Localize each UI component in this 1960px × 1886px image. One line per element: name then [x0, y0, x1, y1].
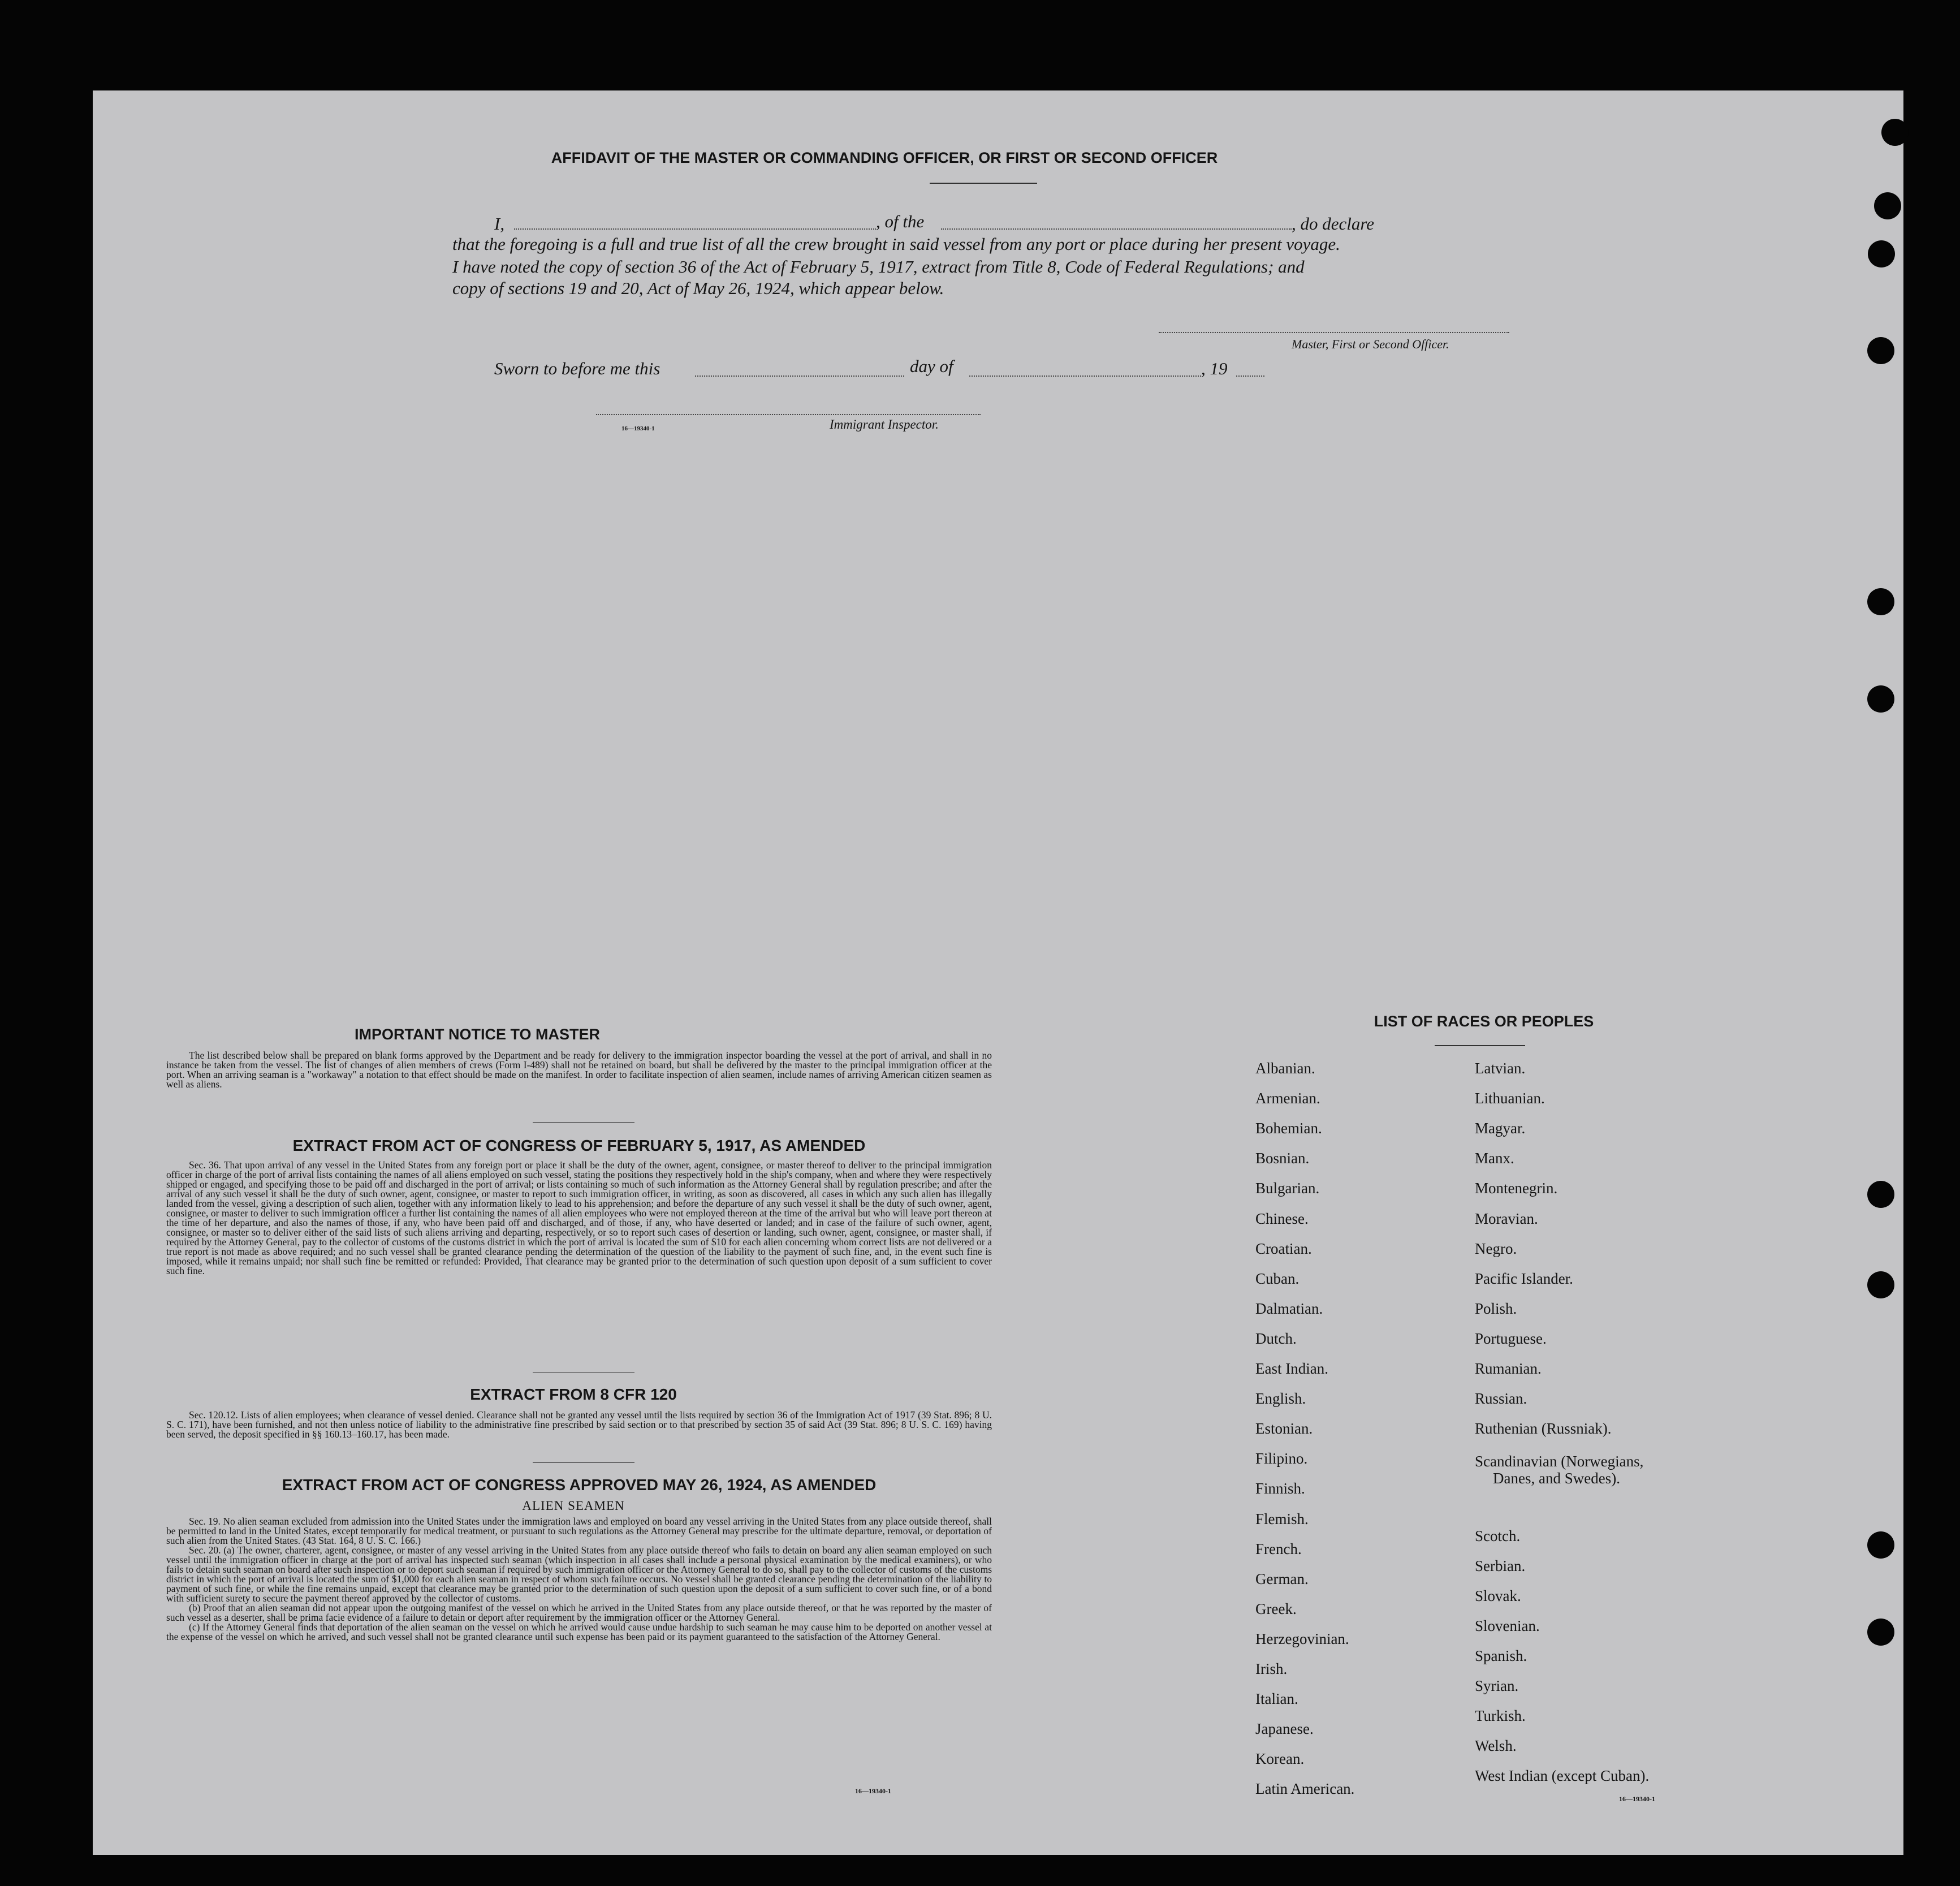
extract-1917-title: EXTRACT FROM ACT OF CONGRESS OF FEBRUARY 5, 1917, AS AMENDED	[292, 1137, 866, 1154]
race-item: Manx.	[1475, 1150, 1514, 1167]
race-item: Welsh.	[1475, 1737, 1517, 1755]
race-item: West Indian (except Cuban).	[1475, 1767, 1650, 1785]
race-item: Japanese.	[1255, 1720, 1314, 1738]
form-sheet	[93, 90, 1903, 1855]
divider-1	[533, 1122, 634, 1123]
divider-3	[533, 1462, 634, 1463]
binder-hole	[1867, 1271, 1894, 1298]
race-item: Korean.	[1255, 1750, 1305, 1768]
affidavit-i: I,	[494, 214, 505, 234]
affidavit-form-number: 16—19340-1	[621, 425, 655, 432]
race-item: Polish.	[1475, 1300, 1517, 1317]
race-item: Armenian.	[1255, 1090, 1320, 1107]
inspector-label: Immigrant Inspector.	[830, 417, 939, 431]
extract-1924-body	[166, 1517, 992, 1642]
race-item: Estonian.	[1255, 1420, 1313, 1438]
race-item: Finnish.	[1255, 1480, 1305, 1497]
race-item: Cuban.	[1255, 1270, 1300, 1287]
extract-form-number: 16—19340-1	[855, 1787, 891, 1795]
notice-paragraph: The list described below shall be prepared on blank forms approved by the Department and be ready for delivery to the immigration inspector boarding the vessel at the port of arrival, and shall in no instance be taken from the vessel. The list of changes of alien members of crews (Form I-489) shall not be retained on board, but shall be delivered by the master to the principal immigration officer at the port. When an arriving seaman is a "workaway" a notation to that effect should be made on the manifest. In order to facilitate inspection of alien seamen, include names of arriving American citizen seamen as well as aliens.	[166, 1050, 992, 1090]
race-item: Pacific Islander.	[1475, 1270, 1573, 1287]
affidavit-line-2: that the foregoing is a full and true list of all the crew brought in said vessel from any port or place during her present voyage.	[452, 234, 1340, 254]
race-item: Turkish.	[1475, 1707, 1526, 1725]
race-item: English.	[1255, 1390, 1306, 1408]
race-item: Latin American.	[1255, 1780, 1355, 1798]
section-20c-paragraph: (c) If the Attorney General finds that deportation of the alien seaman on the vessel on which he arrived would cause undue hardship to such seaman he may cause him to be deported on another vessel at the expense of the vessel on which he arrived, and such vessel shall not be granted clearance until such expense has been paid or its payment guaranteed to the satisfaction of the Attorney General.	[166, 1621, 992, 1642]
race-item: Serbian.	[1475, 1557, 1526, 1574]
master-signature-line[interactable]	[1159, 332, 1509, 333]
race-item: Portuguese.	[1475, 1330, 1547, 1347]
affidavit-line-4: copy of sections 19 and 20, Act of May 26, 1924, which appear below.	[452, 278, 944, 298]
section-20b-paragraph: (b) Proof that an alien seaman did not appear upon the outgoing manifest of the vessel on which he arrived in the United States from any place outside thereof, or that he was reported by the master of such vessel as a deserter, shall be prima facie evidence of a failure to detain or deport after requirement by the immigration officer or the Attorney General.	[166, 1602, 992, 1623]
section-120-paragraph: Sec. 120.12. Lists of alien employees; when clearance of vessel denied. Clearance shall not be granted any vessel until the lists required by section 36 of the Immigration Act of 1917 (39 Stat. 896; 8 U. S. C. 171), have been furnished, and not then unless notice of liability to the administrative fine prescribed by said section or to that prescribed by section 35 of said Act (39 Stat. 896; 8 U. S. C. 169) having been served, the deposit specified in §§ 160.13–160.17, has been made.	[166, 1409, 992, 1440]
alien-seamen-subtitle: ALIEN SEAMEN	[522, 1499, 625, 1513]
binder-hole	[1867, 1531, 1894, 1559]
race-item: Russian.	[1475, 1390, 1527, 1408]
race-item: Bosnian.	[1255, 1150, 1310, 1167]
race-item: Dutch.	[1255, 1330, 1297, 1347]
binder-hole	[1881, 119, 1909, 146]
affidavit-of-the: , of the	[876, 212, 925, 231]
race-item: Magyar.	[1475, 1120, 1526, 1137]
binder-hole	[1867, 1619, 1894, 1646]
affidavit-do-declare: , do declare	[1292, 214, 1375, 234]
race-item: Filipino.	[1255, 1450, 1308, 1468]
sworn-text: Sworn to before me this	[494, 359, 660, 378]
race-item: Negro.	[1475, 1240, 1517, 1257]
affidavit-title: AFFIDAVIT OF THE MASTER OR COMMANDING OFFICER, OR FIRST OR SECOND OFFICER	[551, 149, 1218, 166]
inspector-signature-line[interactable]	[596, 414, 981, 415]
notice-body	[166, 1051, 992, 1089]
year-line[interactable]	[1236, 376, 1264, 377]
binder-hole	[1867, 588, 1894, 615]
race-item: Moravian.	[1475, 1210, 1538, 1227]
race-item: Scandinavian (Norwegians,	[1475, 1453, 1644, 1470]
section-19-paragraph: Sec. 19. No alien seaman excluded from admission into the United States under the immigration laws and employed on board any vessel arriving in the United States from any place outside thereof, shall be permitted to land in the United States, except temporarily for medical treatment, or pursuant to such regulations as the Attorney General may prescribe for the ultimate departure, removal, or deportation of such alien from the United States. (43 Stat. 164, 8 U. S. C. 166.)	[166, 1516, 992, 1546]
section-36-paragraph: Sec. 36. That upon arrival of any vessel in the United States from any foreign port or place it shall be the duty of the owner, agent, consignee, or master thereof to deliver to the principal immigration officer in charge of the port of arrival lists containing the names of all aliens employed on such vessel, stating the positions they respectively hold in the ship's company, when and where they were respectively shipped or engaged, and specifying those to be paid off and discharged in the port of arrival; or lists containing so much of such information as the Attorney General shall by regulation prescribe; and after the arrival of any such vessel it shall be the duty of such owner, agent, consignee, or master to report to such immigration officer, in writing, as soon as discovered, all cases in which any such alien has illegally landed from the vessel, giving a description of such alien, together with any information likely to lead to his apprehension; and before the departure of any such vessel it shall be the duty of such owner, agent, consignee, or master to deliver to such immigration officer a further list containing the names of all alien employees who were not employed thereon at the time of the arrival but who will leave port thereon at the time of her departure, and also the names of those, if any, who have been paid off and discharged, and of those, if any, who have deserted or landed; and in case of the failure of such owner, agent, consignee, or master so to deliver either of the said lists of such aliens arriving and departing, respectively, or so to report such cases of desertion or landing, such owner, agent, consignee, or master shall, if required by the Attorney General, pay to the collector of customs of the customs district in which the port of arrival is located the sum of $10 for each alien concerning whom correct lists are not delivered or a true report is not made as above required; and no such vessel shall be granted clearance pending the determination of the question of the liability to the payment of such fine, and, in the event such fine is imposed, while it remains unpaid; nor shall such fine be remitted or refunded: Provided, That clearance may be granted prior to the determination of such question upon deposit of a sum sufficient to cover such fine.	[166, 1159, 992, 1276]
race-item: Bulgarian.	[1255, 1180, 1320, 1197]
title-underline	[930, 183, 1037, 184]
master-label: Master, First or Second Officer.	[1292, 337, 1449, 351]
race-item: Albanian.	[1255, 1060, 1315, 1077]
race-item: Italian.	[1255, 1690, 1298, 1708]
binder-hole	[1868, 240, 1895, 267]
race-item: Bohemian.	[1255, 1120, 1322, 1137]
affidavit-line-3: I have noted the copy of section 36 of the Act of February 5, 1917, extract from Title 8, Code of Federal Regulations; and	[452, 257, 1305, 277]
race-item: Montenegrin.	[1475, 1180, 1558, 1197]
sworn-month-line[interactable]	[969, 376, 1201, 377]
binder-hole	[1867, 337, 1894, 364]
race-item: Flemish.	[1255, 1510, 1309, 1527]
vessel-line[interactable]	[941, 228, 1292, 230]
race-item: Lithuanian.	[1475, 1090, 1545, 1107]
race-item: Syrian.	[1475, 1677, 1519, 1694]
race-item: French.	[1255, 1540, 1302, 1557]
race-item: East Indian.	[1255, 1360, 1328, 1377]
race-item: Ruthenian (Russniak).	[1475, 1420, 1612, 1438]
notice-title: IMPORTANT NOTICE TO MASTER	[355, 1026, 600, 1043]
day-of-text: day of	[910, 356, 953, 376]
races-title: LIST OF RACES OR PEOPLES	[1374, 1013, 1594, 1030]
extract-cfr-title: EXTRACT FROM 8 CFR 120	[470, 1386, 677, 1403]
extract-1917-body	[166, 1160, 992, 1276]
binder-hole	[1874, 192, 1901, 219]
race-item: Danes, and Swedes).	[1493, 1470, 1620, 1487]
extract-1924-title: EXTRACT FROM ACT OF CONGRESS APPROVED MAY 26, 1924, AS AMENDED	[282, 1476, 877, 1494]
year-text: , 19	[1201, 359, 1228, 378]
race-item: Slovak.	[1475, 1587, 1521, 1604]
race-item: German.	[1255, 1570, 1309, 1587]
race-item: Spanish.	[1475, 1647, 1527, 1664]
race-item: Herzegovinian.	[1255, 1630, 1349, 1647]
race-item: Dalmatian.	[1255, 1300, 1323, 1317]
race-item: Slovenian.	[1475, 1617, 1540, 1634]
races-form-number: 16—19340-1	[1619, 1795, 1655, 1803]
race-item: Irish.	[1255, 1660, 1288, 1677]
extract-cfr-body	[166, 1410, 992, 1439]
name-line[interactable]	[514, 228, 876, 230]
binder-hole	[1867, 1181, 1894, 1208]
race-item: Latvian.	[1475, 1060, 1526, 1077]
races-underline	[1435, 1045, 1525, 1046]
race-item: Rumanian.	[1475, 1360, 1542, 1377]
race-item: Chinese.	[1255, 1210, 1309, 1227]
race-item: Scotch.	[1475, 1527, 1521, 1544]
race-item: Croatian.	[1255, 1240, 1312, 1257]
binder-hole	[1867, 685, 1894, 713]
section-20a-paragraph: Sec. 20. (a) The owner, charterer, agent, consignee, or master of any vessel arriving in the United States from any place outside thereof who fails to detain on board any alien seaman employed on such vessel until the immigration officer in charge at the port of arrival has inspected such seaman (which inspection in all cases shall include a personal physical examination by the medical examiners), or who fails to detain such seaman on board after such inspection or to deport such seaman if required by such immigration officer or the Attorney General to do so, shall pay to the collector of customs of the customs district in which the port of arrival is located the sum of $1,000 for each alien seaman in respect of whom such failure occurs. No vessel shall be granted clearance pending the determination of the liability to payment of such fine, or while the fine remains unpaid, except that clearance may be granted prior to the determination of such question upon the deposit of a sum sufficient to cover such fine, or of a bond with sufficient surety to secure the payment thereof approved by the collector of customs.	[166, 1544, 992, 1604]
sworn-day-line[interactable]	[695, 376, 904, 377]
race-item: Greek.	[1255, 1600, 1297, 1617]
